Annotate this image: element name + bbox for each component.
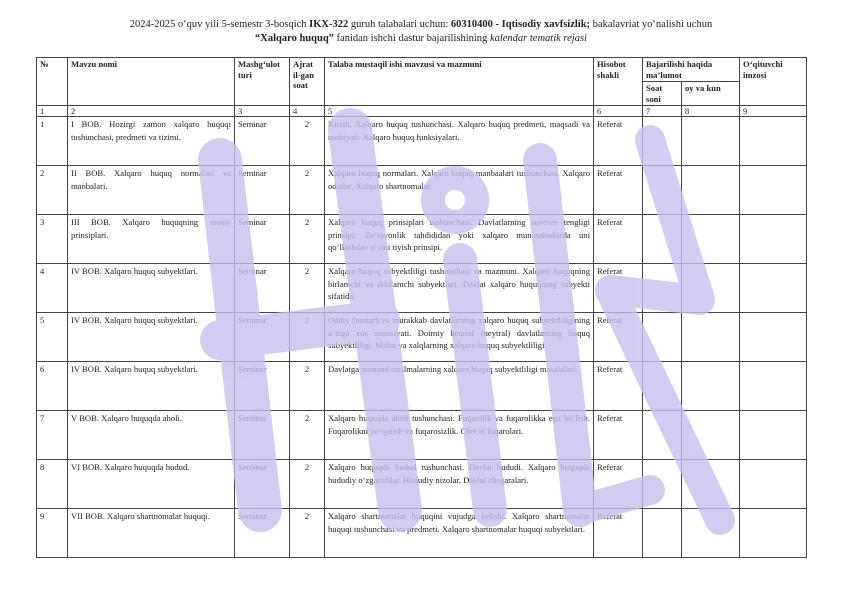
table-row [37, 166, 807, 215]
content-cell: Davlatga monand tuzilmalarning xalqaro huquq subyektliligi masalalari. [325, 362, 594, 411]
topic-cell: IV BOB. Xalqaro huquq subyektlari. [68, 362, 235, 411]
teacher-signature-cell [740, 313, 807, 362]
session-type-cell: Seminar [235, 166, 290, 215]
hours-cell: 2 [290, 215, 325, 264]
report-form-cell: Referat [594, 362, 643, 411]
hour-count-cell [643, 215, 682, 264]
date-cell [682, 117, 740, 166]
session-type-cell: Seminar [235, 460, 290, 509]
topic-cell: IV BOB. Xalqaro huquq subyektlari. [68, 264, 235, 313]
report-form-cell: Referat [594, 264, 643, 313]
hours-cell: 2 [290, 411, 325, 460]
row-number-cell: 8 [37, 460, 68, 509]
teacher-signature-cell [740, 117, 807, 166]
session-type-cell: Seminar [235, 313, 290, 362]
date-cell [682, 509, 740, 558]
calendar-plan-table [36, 57, 807, 558]
hour-count-cell [643, 313, 682, 362]
col-header-report: Hisobot shakli [594, 58, 643, 106]
table-row [37, 460, 807, 509]
header-text-2: fanidan ishchi dastur bajarilishining [333, 33, 490, 44]
table-row [37, 313, 807, 362]
hour-count-cell [643, 117, 682, 166]
report-form-cell: Referat [594, 460, 643, 509]
date-cell [682, 362, 740, 411]
session-type-cell: Seminar [235, 215, 290, 264]
column-number-cell: 9 [740, 106, 807, 117]
date-cell [682, 411, 740, 460]
table-row [37, 117, 807, 166]
session-type-cell: Seminar [235, 117, 290, 166]
table-row [37, 362, 807, 411]
col-header-topic: Mavzu nomi [68, 58, 235, 106]
row-number-cell: 7 [37, 411, 68, 460]
header-text: guruh talabalari uchun: [348, 19, 451, 30]
report-form-cell: Referat [594, 215, 643, 264]
column-number-cell: 8 [682, 106, 740, 117]
topic-cell: V BOB. Xalqaro huquqda aholi. [68, 411, 235, 460]
content-cell: Xalqaro huquqda aholi tushunchasi. Fuqarolik va fuqarolikka ega bo‘lish. Fuqarolikni yo‘qotish va fuqarosizlik. Chet el fuqarolari. [325, 411, 594, 460]
document-header [0, 18, 842, 46]
column-number-cell: 6 [594, 106, 643, 117]
topic-cell: II BOB. Xalqaro huquq normalari va manbalari. [68, 166, 235, 215]
teacher-signature-cell [740, 509, 807, 558]
column-number-cell: 2 [68, 106, 235, 117]
header-line-2 [0, 32, 842, 46]
col-header-teacher: O‘qituvchi imzosi [740, 58, 807, 106]
content-cell: Xalqaro huquq prinsiplari tushunchasi. Davlatlarning suveren tengligi prinsipi. Zo‘ravonlik tahdididan yoki xalqaro munosabatlarda uni qo‘llashdan o‘zini tiyish prinsipi. [325, 215, 594, 264]
hours-cell: 2 [290, 362, 325, 411]
row-number-cell: 1 [37, 117, 68, 166]
table-row [37, 264, 807, 313]
topic-cell: VI BOB. Xalqaro huquqda hudud. [68, 460, 235, 509]
column-number-cell: 7 [643, 106, 682, 117]
hours-cell: 2 [290, 313, 325, 362]
table-row [37, 509, 807, 558]
column-number-row [37, 106, 807, 117]
date-cell [682, 215, 740, 264]
topic-cell: I BOB. Hozirgi zamon xalqaro huquqi tushunchasi, predmeti va tizimi. [68, 117, 235, 166]
hour-count-cell [643, 411, 682, 460]
row-number-cell: 2 [37, 166, 68, 215]
date-cell [682, 460, 740, 509]
header-text-end: bakalavriat yo‘nalishi uchun [590, 19, 713, 30]
content-cell: Xalqaro huquqda hudud tushunchasi. Davlat hududi. Xalqaro huquqda hududiy o‘zgarishlar. Hududiy nizolar. Davlat chegaralari. [325, 460, 594, 509]
date-cell [682, 264, 740, 313]
hours-cell: 2 [290, 117, 325, 166]
teacher-signature-cell [740, 166, 807, 215]
column-number-cell: 4 [290, 106, 325, 117]
hour-count-cell [643, 264, 682, 313]
row-number-cell: 3 [37, 215, 68, 264]
content-cell: Kirish, Xalqaro huquq tushunchasi. Xalqaro huquq predmeti, maqsadi va mohiyati. Xalqaro huquq funksiyalari. [325, 117, 594, 166]
col-header-date: oy va kun [682, 82, 740, 106]
col-header-num: № [37, 58, 68, 106]
hour-count-cell [643, 460, 682, 509]
report-form-cell: Referat [594, 166, 643, 215]
subject-title: “Xalqaro huquq” [255, 33, 334, 44]
content-cell: Oddiy (unitar) va murakkab davlatlarning xalqaro huquq subyektliligining o‘ziga xos xususiyati. Doimiy betaraf (neytral) davlatlarning huquq subyektliligi. Millat va xalqlarning xalqaro huquq subyektliligi. [325, 313, 594, 362]
column-number-cell: 5 [325, 106, 594, 117]
topic-cell: VII BOB. Xalqaro shartnomalar huquqi. [68, 509, 235, 558]
col-header-type: Mashg‘ulot turi [235, 58, 290, 106]
header-year-text: 2024-2025 o‘quv yili 5-semestr 3-bosqich [129, 19, 310, 30]
specialty-code: 60310400 - Iqtisodiy xavfsizlik; [450, 19, 591, 30]
content-cell: Xalqaro huquq subyektliligi tushunchasi va mazmuni. Xalqaro huquqning birlamchi va ikkilamchi subyektlari. Davlat xalqaro huquqning subyekti sifatida. [325, 264, 594, 313]
session-type-cell: Seminar [235, 411, 290, 460]
topic-cell: IV BOB. Xalqaro huquq subyektlari. [68, 313, 235, 362]
row-number-cell: 5 [37, 313, 68, 362]
hour-count-cell [643, 166, 682, 215]
report-form-cell: Referat [594, 509, 643, 558]
teacher-signature-cell [740, 264, 807, 313]
col-header-content: Talaba mustaqil ishi mavzusi va mazmuni [325, 58, 594, 106]
hour-count-cell [643, 362, 682, 411]
hours-cell: 2 [290, 460, 325, 509]
row-number-cell: 6 [37, 362, 68, 411]
teacher-signature-cell [740, 411, 807, 460]
session-type-cell: Seminar [235, 362, 290, 411]
teacher-signature-cell [740, 362, 807, 411]
hours-cell: 2 [290, 264, 325, 313]
header-line-1 [0, 18, 842, 32]
content-cell: Xalqaro huquq normalari. Xalqaro huquq manbaalari tushunchasi. Xalqaro odatlar. Xalqaro shartnomalar. [325, 166, 594, 215]
plan-title: kalendar tematik rejasi [489, 33, 587, 44]
column-number-cell: 3 [235, 106, 290, 117]
date-cell [682, 313, 740, 362]
hour-count-cell [643, 509, 682, 558]
table-row [37, 411, 807, 460]
row-number-cell: 9 [37, 509, 68, 558]
col-header-hours: Ajrat il-gan soat [290, 58, 325, 106]
column-number-cell: 1 [37, 106, 68, 117]
topic-cell: III BOB. Xalqaro huquqning asosiy prinsiplari. [68, 215, 235, 264]
content-cell: Xalqaro shartnomalar huquqini vujudga kelishi. Xalqaro shartnomalar huquqi tushunchasi va predmeti. Xalqaro shartnomalar huquqi subyektlari. [325, 509, 594, 558]
report-form-cell: Referat [594, 313, 643, 362]
teacher-signature-cell [740, 460, 807, 509]
date-cell [682, 166, 740, 215]
hours-cell: 2 [290, 509, 325, 558]
hours-cell: 2 [290, 166, 325, 215]
row-number-cell: 4 [37, 264, 68, 313]
col-header-hour-count: Soat soni [643, 82, 682, 106]
group-code: IKX-322 [309, 19, 349, 30]
teacher-signature-cell [740, 215, 807, 264]
table-body [37, 106, 807, 558]
report-form-cell: Referat [594, 117, 643, 166]
session-type-cell: Seminar [235, 509, 290, 558]
table-row [37, 215, 807, 264]
col-header-completion: Bajarilishi haqida ma’lumot [643, 58, 740, 82]
report-form-cell: Referat [594, 411, 643, 460]
session-type-cell: Seminar [235, 264, 290, 313]
